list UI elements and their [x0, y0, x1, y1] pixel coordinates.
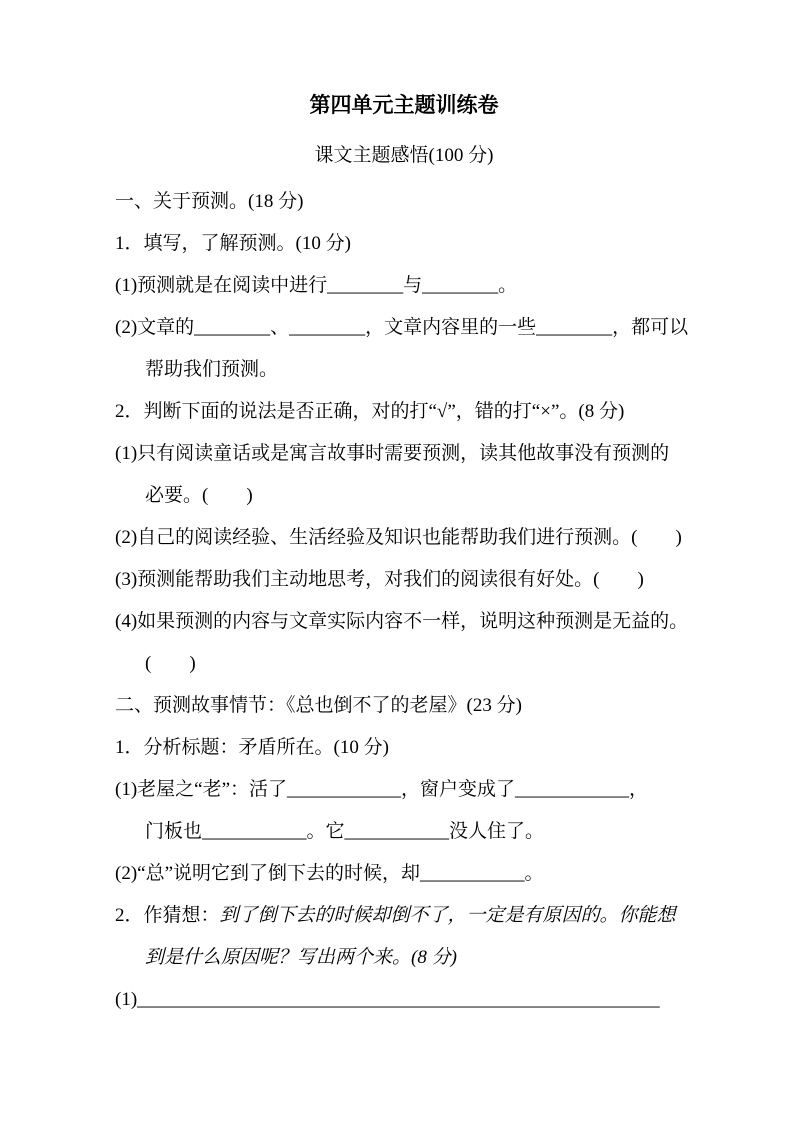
s2-q2-answer-blank-1: (1)_______________________________________________________ — [115, 989, 660, 1010]
document-subtitle: 课文主题感悟(100 分) — [314, 145, 494, 166]
s2-q2-label: 2．作猜想： — [115, 905, 220, 926]
s1-q1-heading: 1．填写，了解预测。(10 分) — [115, 233, 351, 254]
s2-q1-item1-fill-blank: (1)老屋之“老”：活了____________，窗户变成了____________， — [115, 779, 649, 800]
s2-q1-item2-fill-blank: (2)“总”说明它到了倒下去的时候，却___________。 — [115, 863, 544, 884]
s2-q2-hint-text: 到了倒下去的时候却倒不了，一定是有原因的。你能想 — [219, 905, 676, 926]
s1-q1-item1-fill-blank: (1)预测就是在阅读中进行________与________。 — [115, 275, 518, 296]
s1-q2-item1: (1)只有阅读童话或是寓言故事时需要预测，读其他故事没有预测的 — [115, 443, 670, 464]
s2-q2-heading — [115, 895, 693, 937]
s2-q2-heading-continuation: 到是什么原因呢？写出两个来。(8 分) — [145, 947, 457, 968]
s2-q1-heading: 1．分析标题：矛盾所在。(10 分) — [115, 737, 389, 758]
s1-q2-item1-continuation-answer-parens: 必要。( ) — [145, 485, 253, 506]
section2-heading: 二、预测故事情节：《总也倒不了的老屋》(23 分) — [115, 695, 522, 716]
document-title: 第四单元主题训练卷 — [309, 94, 499, 117]
s1-q1-item2-continuation: 帮助我们预测。 — [145, 359, 279, 380]
s1-q2-heading: 2．判断下面的说法是否正确，对的打“√”，错的打“×”。(8 分) — [115, 401, 625, 422]
document-body — [115, 181, 693, 1021]
s1-q2-item3: (3)预测能帮助我们主动地思考，对我们的阅读很有好处。( ) — [115, 569, 644, 590]
s2-q1-item1-continuation: 门板也___________。它___________没人住了。 — [145, 821, 545, 842]
s1-q2-item2: (2)自己的阅读经验、生活经验及知识也能帮助我们进行预测。( ) — [115, 527, 682, 548]
s1-q1-item2-fill-blank: (2)文章的________、________，文章内容里的一些________，都可以 — [115, 317, 689, 338]
s1-q2-item4: (4)如果预测的内容与文章实际内容不一样，说明这种预测是无益的。 — [115, 611, 689, 632]
section1-heading: 一、关于预测。(18 分) — [115, 191, 304, 212]
s1-q2-item4-answer-parens: ( ) — [145, 653, 196, 674]
